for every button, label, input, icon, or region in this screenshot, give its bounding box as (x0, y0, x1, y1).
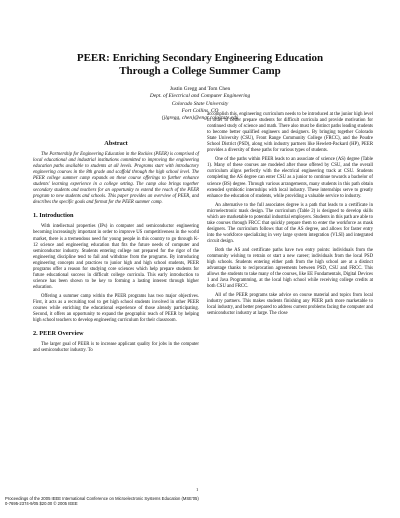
right-paragraph-4: All of the PEER programs take advice on course material and topics from local industry partners. This makes students finishing any PEER path more marketable to local industry, and better prepared to address current problems facing the computer and semiconductor industry at large. The close (207, 293, 373, 317)
intro-heading: 1. Introduction (33, 212, 74, 220)
author-email: {jlgregg, chen}@engr.colostate.edu (161, 115, 239, 122)
abstract-heading: Abstract (104, 140, 128, 147)
author-dept: Dept. of Electrical and Computer Engineering (149, 93, 251, 100)
overview-heading: 2. PEER Overview (33, 330, 84, 338)
author-names: Justin Gregg and Tom Chen (169, 86, 231, 92)
right-paragraph-1: One of the paths within PEER leads to an associate of science (AS) degree (Table 1). Many of these courses are modeled after those offered by CSU, and the overall curriculum aligns perfectly with the electrical engineering track at CSU. Students completing the AS degree can enter CSU as a junior to continue towards a bachelor of science (BS) degree. Through various arrangements, many students in this path obtain extended symbiotic internships with local industry. These internships serve to greatly enhance the education of students, while providing a valuable service to industry. (207, 157, 373, 199)
title-line-1: PEER: Enriching Secondary Engineering Education (76, 52, 324, 64)
right-paragraph-3: Both the AS and certificate paths have two entry points: individuals from the community wishing to retrain or start a new career; individuals from the local PSD high schools. Students entering either path from the high school are at a distinct advantage thanks to reciprocation agreements between PSD, CSU and FRCC. This allows the students to take many of the courses, like EE Fundamentals, Digital Devices 1 and Java Programming, at the local high school while receiving college credits at both CSU and FRCC. (207, 247, 373, 290)
abstract-text: The Partnership for Engineering Education in the Rockies (PEER) is comprised of local educational and industrial institutions committed to improving the engineering education paths available to students at all levels. Programs start with introductory engineering courses in the 8th grade and scaffold through the high school level. The PEER college summer camp expands on these course offerings to further enhance students' learning experience in a college setting. The camp also brings together secondary students and teachers for an opportunity to extend the reach of the PEER program to new students and schools. This paper provides an overview of PEER, and describes the specific goals and format for the PEER summer camp. (33, 152, 199, 206)
page-number: 1 (196, 487, 199, 492)
overview-paragraph-1: The larger goal of PEER is to increase applicant quality for jobs in the computer and semiconductor industry. To (33, 342, 199, 354)
left-column (33, 140, 199, 357)
title-line-2: Through a College Summer Camp (119, 65, 281, 77)
right-paragraph-0: accomplish this, engineering curriculum needs to be introduced at the junior high level in order to better prepare students for difficult curricula and provide motivation for continued study of science and math. There also must be distinct paths leading students to become better qualified engineers and designers. By bringing together Colorado State University (CSU), Front Range Community College (FRCC), and the Poudre School District (PSD), along with industry partners like Hewlett-Packard (HP), PEER provides a diversity of these paths for various types of students. (207, 112, 373, 154)
paper-title (40, 52, 360, 78)
author-univ: Colorado State University (171, 100, 229, 107)
intro-paragraph-2: Offering a summer camp within the PEER programs has two major objectives. First, it acts as a recruiting tool to get high school students involved in other PEER courses while enriching the educational experience of those already participating. Second, it offers an opportunity to expand the geographic reach of PEER by helping high school teachers to develop engineering curriculum for their classroom. (33, 293, 199, 324)
intro-paragraph-1: With intellectual properties (IPs) in computer and semiconductor engineering becoming increasingly important in order to improve US competitiveness in the world market, there is a tremendous need for young people in this country to go through K-12 science and engineering education that fits the future needs of computer and semiconductor industry. Students entering college not prepared for the rigor of the engineering discipline tend to fail and withdraw from the programs. By introducing engineering concepts and practices to junior high and high school students, PEER programs offer a reason for studying core sciences which help prepare students for future educational success in difficult college curricula. This early introduction to science has been shown to be key to forming a lasting interest through higher education. (33, 224, 199, 290)
footer-line-2: 0-7695-2374-9/05 $20.00 © 2005 IEEE (5, 501, 78, 507)
abstract-section (33, 140, 199, 206)
footer-line-1: Proceedings of the 2005 IEEE International Conference on Microelectronic Systems Education (MSE'05) (5, 496, 199, 501)
author-city: Fort Collins, CO (181, 107, 219, 114)
right-column (207, 112, 373, 321)
footer (5, 496, 305, 506)
right-paragraph-2: An alternative to the full associates degree is a path that leads to a certificate in microelectronic mask design. The curriculum (Table 2) is designed to develop skills which are marketable to potential industrial employers. Students in this path are able to take courses through FRCC that quickly prepare them to enter the workforce as mask designers. The curriculum follows that of the AS degree, and allows for faster entry into the workforce specializing in very large system integration (VLSI) and integrated circuit design. (207, 202, 373, 244)
